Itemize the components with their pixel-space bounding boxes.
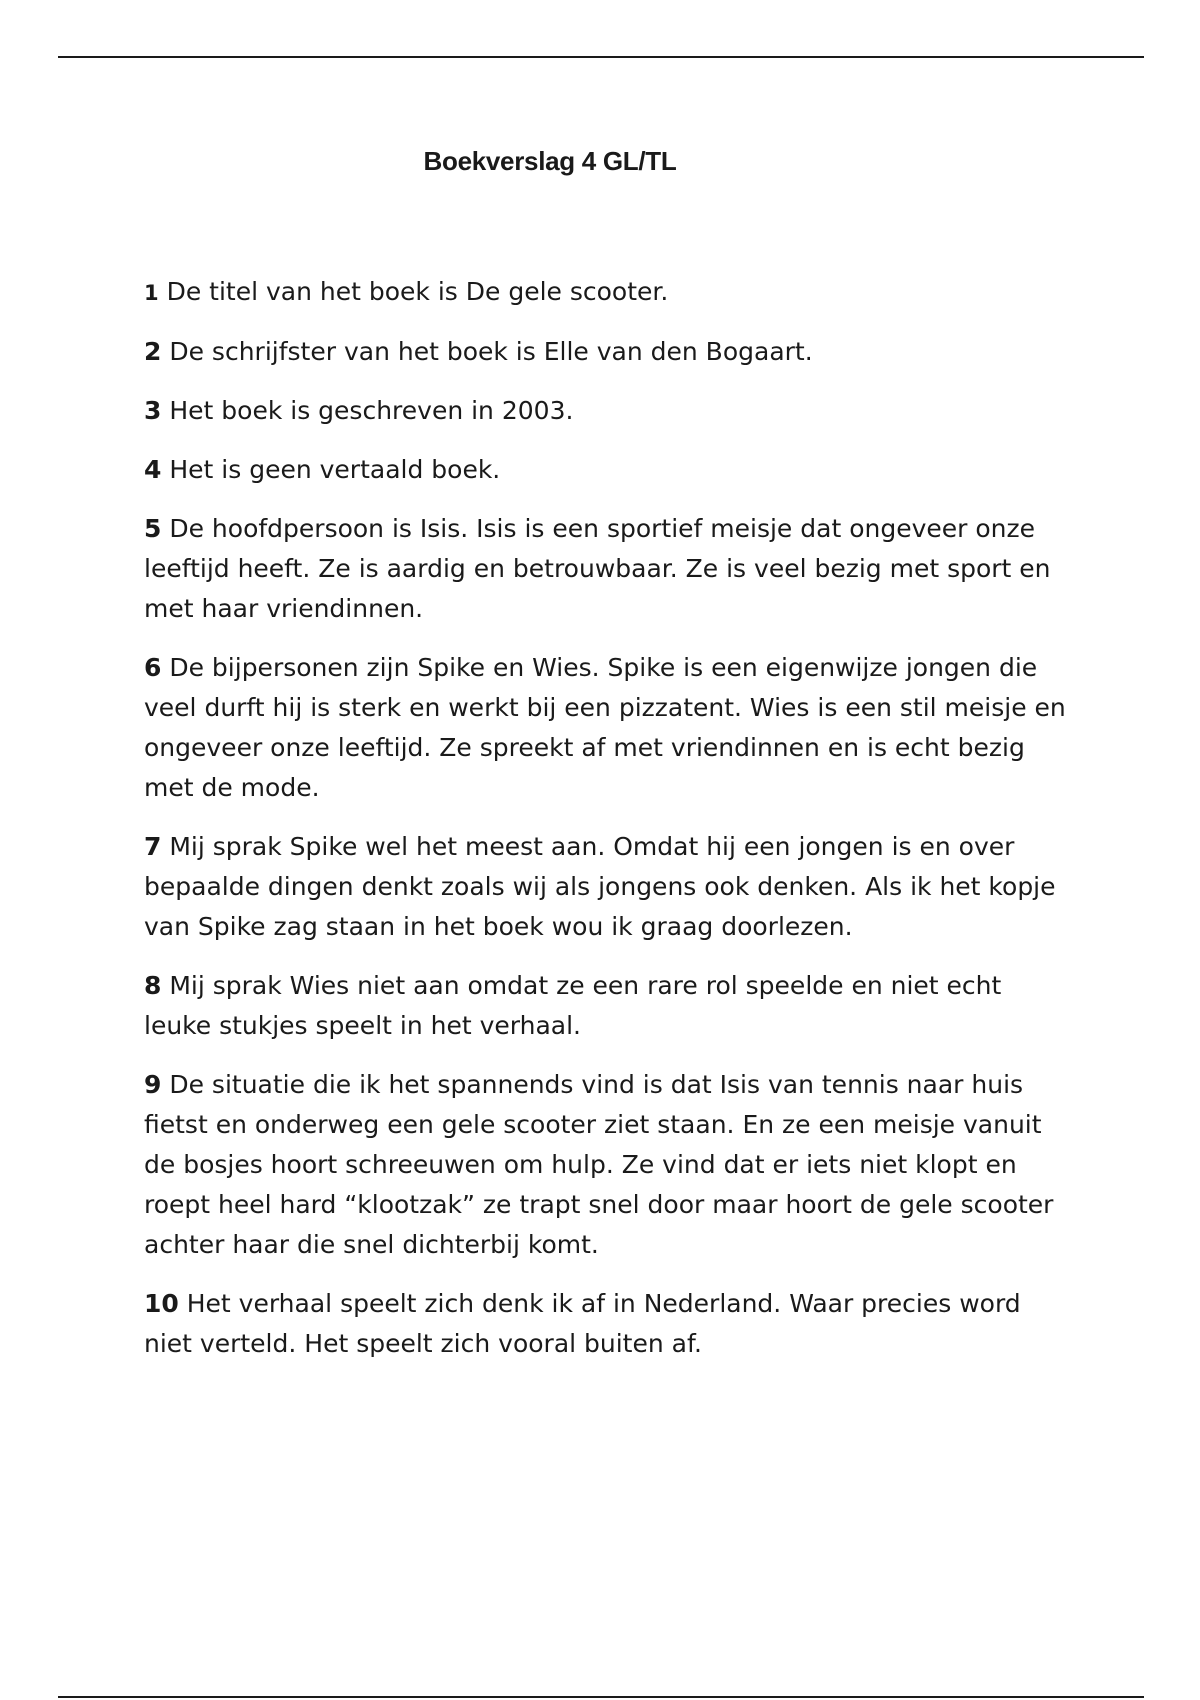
answer-text: De titel van het boek is De gele scooter. — [158, 277, 669, 306]
answer-9 — [144, 1065, 1074, 1265]
answer-10 — [144, 1284, 1074, 1364]
answer-6 — [144, 648, 1074, 808]
answers-list — [144, 272, 1074, 1383]
answer-number: 1 — [144, 281, 159, 305]
answer-number: 2 — [144, 337, 162, 366]
answer-text: De situatie die ik het spannends vind is dat Isis van tennis naar huis fietst en onderweg een gele scooter ziet staan. En ze een meisje vanuit de bosjes hoort schreeuwen om hulp. Ze vind dat er iets niet klopt en roept heel hard “klootzak” ze trapt snel door maar hoort de gele scooter achter haar die snel dichterbij komt. — [144, 1070, 1054, 1259]
answer-number: 8 — [144, 971, 162, 1000]
document-title: Boekverslag 4 GL/TL — [423, 146, 677, 176]
answer-7 — [144, 827, 1074, 947]
answer-text: Het boek is geschreven in 2003. — [161, 396, 574, 425]
answer-number: 9 — [144, 1070, 162, 1099]
answer-text: De hoofdpersoon is Isis. Isis is een sportief meisje dat ongeveer onze leeftijd heeft. Ze is aardig en betrouwbaar. Ze is veel bezig met sport en met haar vriendinnen. — [144, 514, 1051, 623]
answer-2 — [144, 332, 1074, 372]
answer-text: Het is geen vertaald boek. — [161, 455, 501, 484]
answer-number: 6 — [144, 653, 162, 682]
answer-number: 3 — [144, 396, 162, 425]
answer-number: 7 — [144, 832, 162, 861]
answer-text: Mij sprak Spike wel het meest aan. Omdat hij een jongen is en over bepaalde dingen denkt zoals wij als jongens ook denken. Als ik het kopje van Spike zag staan in het boek wou ik graag doorlezen. — [144, 832, 1056, 941]
answer-text: De bijpersonen zijn Spike en Wies. Spike is een eigenwijze jongen die veel durft hij is sterk en werkt bij een pizzatent. Wies is een stil meisje en ongeveer onze leeftijd. Ze spreekt af met vriendinnen en is echt bezig met de mode. — [144, 653, 1066, 802]
answer-8 — [144, 966, 1074, 1046]
answer-3 — [144, 391, 1074, 431]
answer-text: Mij sprak Wies niet aan omdat ze een rare rol speelde en niet echt leuke stukjes speelt in het verhaal. — [144, 971, 1002, 1040]
answer-1 — [144, 272, 1074, 313]
answer-number: 10 — [144, 1289, 179, 1318]
answer-5 — [144, 509, 1074, 629]
answer-number: 5 — [144, 514, 162, 543]
answer-text: De schrijfster van het boek is Elle van den Bogaart. — [161, 337, 813, 366]
top-rule — [58, 56, 1144, 58]
answer-number: 4 — [144, 455, 162, 484]
answer-4 — [144, 450, 1074, 490]
bottom-rule — [58, 1696, 1144, 1698]
answer-text: Het verhaal speelt zich denk ik af in Nederland. Waar precies word niet verteld. Het speelt zich vooral buiten af. — [144, 1289, 1021, 1358]
